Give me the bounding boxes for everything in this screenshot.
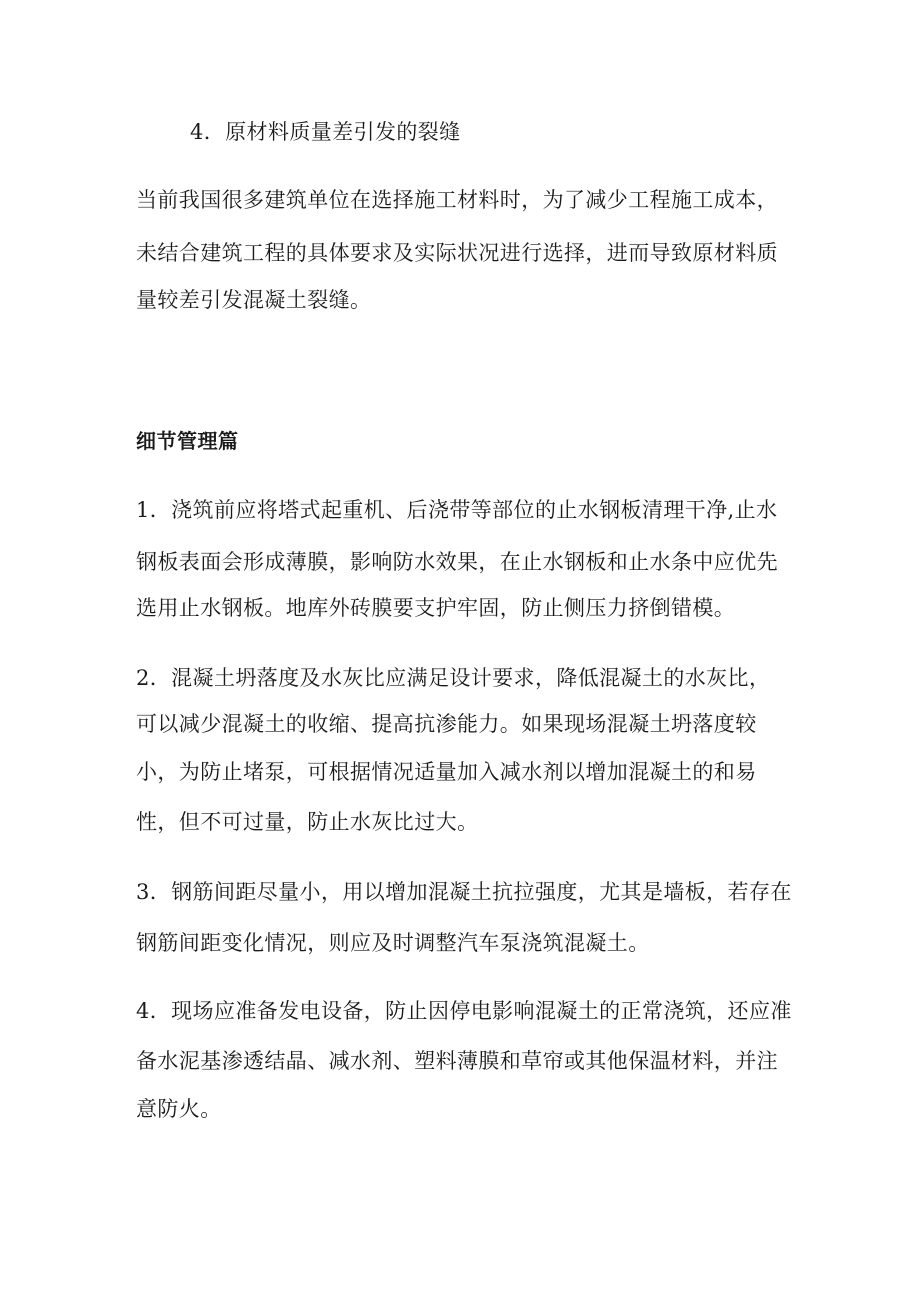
section-heading: 细节管理篇: [136, 429, 239, 453]
list-item-line: 2．混凝土坍落度及水灰比应满足设计要求，降低混凝土的水灰比，: [136, 666, 771, 690]
list-item-line: 钢筋间距变化情况，则应及时调整汽车泵浇筑混凝土。: [136, 931, 650, 955]
paragraph-line: 量较差引发混凝土裂缝。: [136, 288, 372, 312]
list-item-line: 4．现场应准备发电设备，防止因停电影响混凝土的正常浇筑，还应准: [136, 999, 792, 1023]
list-item-line: 可以减少混凝土的收缩、提高抗渗能力。如果现场混凝土坍落度较: [136, 712, 757, 736]
list-item-line: 意防火。: [136, 1097, 222, 1121]
list-item-line: 钢板表面会形成薄膜，影响防水效果，在止水钢板和止水条中应优先: [136, 550, 778, 574]
list-item-line: 性，但不可过量，防止水灰比过大。: [136, 810, 479, 834]
list-item-line: 3．钢筋间距尽量小，用以增加混凝土抗拉强度，尤其是墙板，若存在: [136, 880, 792, 904]
list-item-line: 小，为防止堵泵，可根据情况适量加入减水剂以增加混凝土的和易: [136, 760, 757, 784]
section-title: 4．原材料质量差引发的裂缝: [190, 120, 461, 144]
list-item-line: 备水泥基渗透结晶、减水剂、塑料薄膜和草帘或其他保温材料，并注: [136, 1049, 778, 1073]
list-item-line: 选用止水钢板。地库外砖膜要支护牢固，防止侧压力挤倒错模。: [136, 596, 736, 620]
paragraph-line: 当前我国很多建筑单位在选择施工材料时，为了减少工程施工成本，: [136, 188, 778, 212]
paragraph-line: 未结合建筑工程的具体要求及实际状况进行选择，进而导致原材料质: [136, 241, 778, 265]
list-item-line: 1．浇筑前应将塔式起重机、后浇带等部位的止水钢板清理干净,止水: [136, 498, 778, 522]
